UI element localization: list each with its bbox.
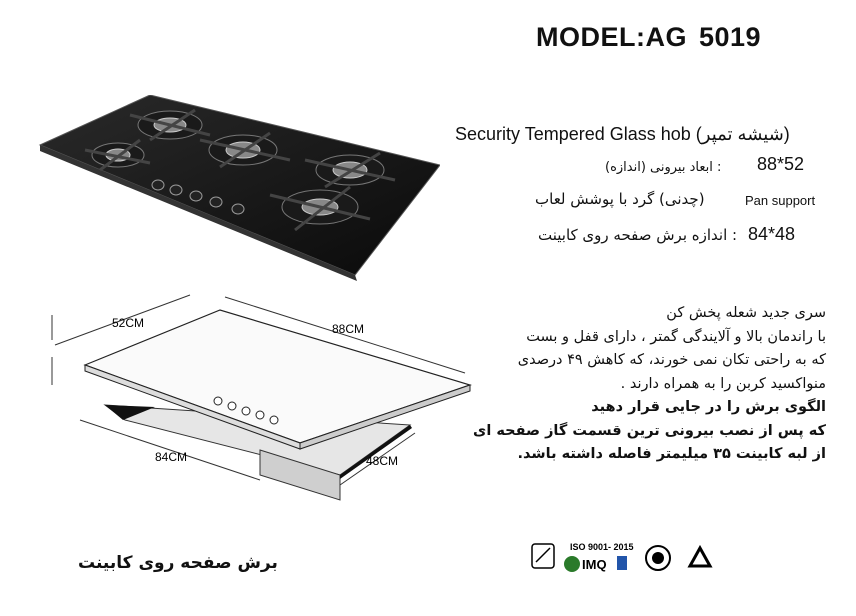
- desc-line: سری جدید شعله پخش کن: [666, 305, 826, 321]
- spec-cut-label: : اندازه برش صفحه روی کابینت: [538, 226, 738, 244]
- dim-52-label: 52CM: [112, 316, 145, 330]
- dim-88-label: 88CM: [332, 322, 365, 336]
- desc-line-bold: که پس از نصب بیرونی ترین قسمت گاز صفحه ای: [473, 422, 826, 439]
- description: [466, 302, 826, 467]
- dim-48-label: 48CM: [366, 454, 399, 468]
- desc-line: با راندمان بالا و آلایندگی گمتر ، دارای قفل و بست: [526, 328, 826, 345]
- recycle-icon: [690, 548, 710, 566]
- cutout-caption: برش صفحه روی کابینت: [78, 553, 278, 573]
- desc-line: که به راحتی تکان نمی خورند، که کاهش ۴۹ درصدی: [517, 352, 826, 368]
- spec-pan-support-en: Pan support: [745, 193, 816, 208]
- spec-glass: Security Tempered Glass hob (شیشه تمپر): [455, 124, 790, 144]
- cooktop-photo: [0, 95, 440, 285]
- spec-dims-label: : ابعاد بیرونی (اندازه): [605, 160, 722, 175]
- imq-label: IMQ: [582, 557, 607, 572]
- dim-84-label: 84CM: [155, 450, 188, 464]
- certification-logos: [530, 536, 715, 578]
- desc-line: منواکسید کربن را به همراه دارند .: [620, 375, 826, 392]
- spec-dims-value: 88*52: [757, 154, 805, 174]
- spec-cut-value: 84*48: [748, 224, 796, 244]
- spec-pan-support-fa: (چدنی) گرد با پوشش لعاب: [535, 190, 705, 208]
- iso-label: ISO 9001- 2015: [570, 542, 634, 552]
- cert-seal-icon: [646, 546, 670, 570]
- imq-logo-icon: [564, 556, 627, 572]
- model-title: [536, 22, 761, 53]
- model-number: 5019: [698, 22, 762, 52]
- package-icon: [532, 544, 554, 568]
- desc-line-bold: الگوی برش را در جایی قرار دهید: [591, 399, 826, 415]
- desc-line-bold: از لبه کابینت ۳۵ میلیمتر فاصله داشته باشد.: [517, 446, 826, 462]
- model-prefix: MODEL:AG: [536, 22, 687, 52]
- dimension-diagram: [40, 285, 480, 520]
